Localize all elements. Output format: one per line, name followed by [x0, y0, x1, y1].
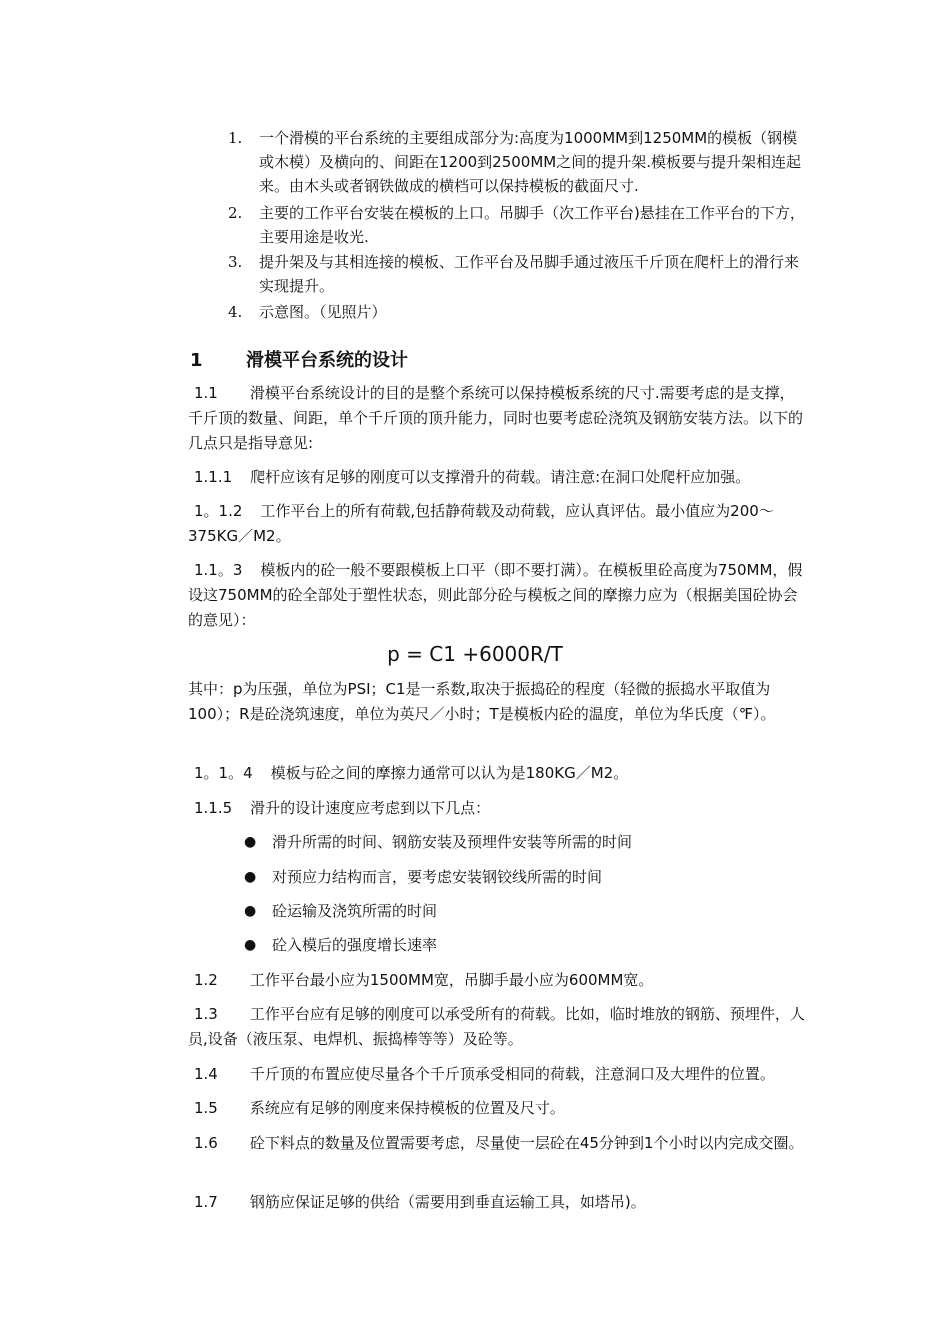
paragraph-text: 模板与砼之间的摩擦力通常可以认为是180KG／M2。: [270, 764, 629, 782]
paragraph-text: 工作平台上的所有荷载,包括静荷载及动荷载，应认真评估。最小值应为200～375KG／M2。: [188, 502, 774, 545]
list-item: [228, 250, 808, 298]
section-heading: [190, 346, 408, 372]
paragraph-text: 滑模平台系统设计的目的是整个系统可以保持模板系统的尺寸.需要考虑的是支撑，千斤顶的数量、间距，单个千斤顶的顶升能力，同时也要考虑砼浇筑及钢筋安装方法。以下的几点只是指导意见:: [188, 384, 804, 452]
paragraph-number: 1.2: [194, 971, 218, 989]
list-text: 一个滑模的平台系统的主要组成部分为:高度为1000MM到1250MM的模板（钢模或木模）及横向的、间距在1200到2500MM之间的提升架.模板要与提升架相连起来。由木头或者钢铁做成的横档可以保持模板的截面尺寸.: [259, 129, 802, 195]
paragraph-text: 模板内的砼一般不要跟模板上口平（即不要打满）。在模板里砼高度为750MM，假设这750MM的砼全部处于塑性状态，则此部分砼与模板之间的摩擦力应为（根据美国砼协会的意见）：: [188, 561, 803, 629]
paragraph-text: 滑升的设计速度应考虑到以下几点：: [250, 799, 491, 817]
paragraph-1-4: [188, 1062, 828, 1087]
paragraph-text: 工作平台最小应为1500MM宽，吊脚手最小应为600MM宽。: [249, 971, 654, 989]
list-text: 主要的工作平台安装在模板的上口。吊脚手（次工作平台)悬挂在工作平台的下方，主要用途是收光.: [259, 204, 805, 246]
paragraph-number: 1.1。3: [194, 561, 243, 579]
paragraph-text: 系统应有足够的刚度来保持模板的位置及尺寸。: [249, 1099, 565, 1117]
paragraph-number: 1.1: [194, 384, 218, 402]
paragraph-1-1-5: [188, 796, 808, 821]
list-item: [228, 300, 808, 324]
friction-formula: p = C1 +6000R/T: [387, 642, 563, 666]
formula-explanation: 其中：p为压强，单位为PSI；C1是一系数,取决于振捣砼的程度（轻微的振捣水平取值为100）；R是砼浇筑速度，单位为英尺／小时；T是模板内砼的温度，单位为华氏度（℉）。: [188, 680, 776, 723]
bullet-icon: ●: [244, 903, 257, 919]
paragraph-number: 1.1.5: [194, 799, 233, 817]
bullet-icon: ●: [244, 869, 257, 885]
bullet-text: 砼运输及浇筑所需的时间: [272, 902, 438, 920]
paragraph-text: 爬杆应该有足够的刚度可以支撑滑升的荷载。请注意:在洞口处爬杆应加强。: [250, 468, 751, 486]
list-number: 4.: [228, 303, 243, 321]
list-item: [228, 126, 808, 198]
bullet-text: 砼入模后的强度增长速率: [272, 936, 438, 954]
bullet-text: 对预应力结构而言，要考虑安装钢铰线所需的时间: [272, 868, 603, 886]
bullet-text: 滑升所需的时间、钢筋安装及预埋件安装等所需的时间: [272, 833, 633, 851]
section-title: 滑模平台系统的设计: [246, 350, 408, 371]
bullet-item: [244, 830, 804, 854]
paragraph-1-1: [188, 381, 808, 456]
paragraph-number: 1.5: [194, 1099, 218, 1117]
paragraph-number: 1。1。4: [194, 764, 253, 782]
paragraph-1-6: [188, 1131, 808, 1156]
list-text: 示意图。（见照片）: [259, 303, 387, 321]
paragraph-number: 1.6: [194, 1134, 218, 1152]
paragraph-1-1-1: [188, 465, 808, 490]
bullet-item: [244, 933, 804, 957]
paragraph-text: 千斤顶的布置应使尽量各个千斤顶承受相同的荷载，注意洞口及大埋件的位置。: [249, 1065, 775, 1083]
bullet-item: [244, 899, 804, 923]
paragraph-1-2: [188, 968, 808, 993]
list-number: 2.: [228, 204, 243, 222]
paragraph-1-1-2: [188, 499, 808, 549]
paragraph-text: 钢筋应保证足够的供给（需要用到垂直运输工具，如塔吊)。: [249, 1193, 646, 1211]
paragraph-text: 砼下料点的数量及位置需要考虑，尽量使一层砼在45分钟到1个小时以内完成交圈。: [249, 1134, 804, 1152]
list-item: [228, 201, 808, 249]
paragraph-number: 1.4: [194, 1065, 218, 1083]
paragraph-number: 1。1.2: [194, 502, 243, 520]
paragraph-text: 工作平台应有足够的刚度可以承受所有的荷载。比如，临时堆放的钢筋、预埋件，人员,设备（液压泵、电焊机、振捣棒等等）及砼等。: [188, 1005, 805, 1048]
bullet-item: [244, 865, 804, 889]
paragraph-1-7: [188, 1190, 808, 1215]
paragraph-1-5: [188, 1096, 808, 1121]
paragraph-1-3: [188, 1002, 808, 1052]
paragraph-number: 1.1.1: [194, 468, 233, 486]
paragraph-number: 1.3: [194, 1005, 218, 1023]
list-number: 3.: [228, 253, 243, 271]
list-number: 1.: [228, 129, 243, 147]
paragraph-1-1-3: [188, 558, 808, 633]
list-text: 提升架及与其相连接的模板、工作平台及吊脚手通过液压千斤顶在爬杆上的滑行来实现提升。: [259, 253, 800, 295]
bullet-icon: ●: [244, 834, 257, 850]
section-number: 1: [190, 350, 203, 371]
paragraph-1-1-4: [188, 761, 808, 786]
paragraph-number: 1.7: [194, 1193, 218, 1211]
bullet-icon: ●: [244, 937, 257, 953]
